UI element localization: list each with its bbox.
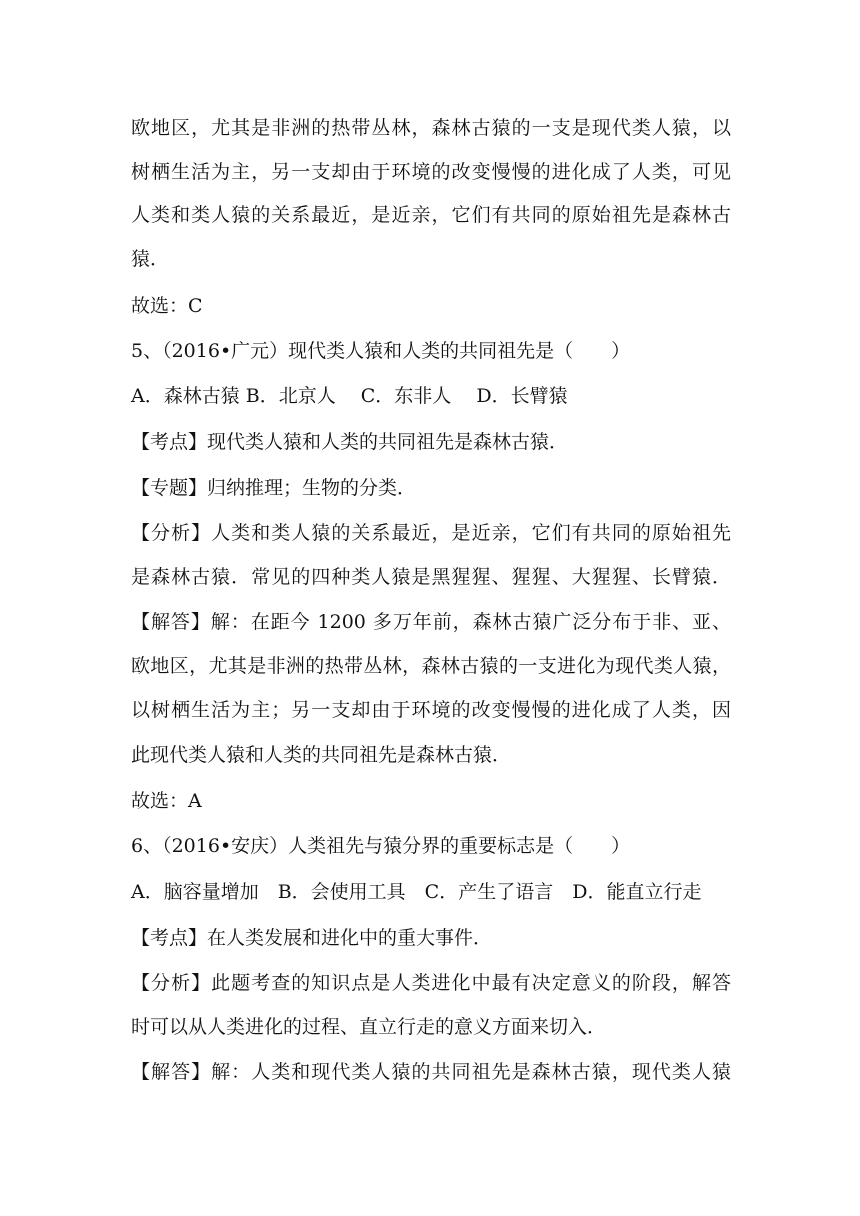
text-line: 是森林古猿．常见的四种类人猿是黑猩猩、猩猩、大猩猩、长臂猿． xyxy=(131,566,731,588)
analysis-line: 【分析】此题考查的知识点是人类进化中最有决定意义的阶段，解答 xyxy=(131,972,731,994)
category-line: 【专题】归纳推理；生物的分类． xyxy=(131,477,417,499)
solution-line: 【解答】解：人类和现代类人猿的共同祖先是森林古猿，现代类人猿 xyxy=(131,1061,731,1083)
topic-line: 【考点】现代类人猿和人类的共同祖先是森林古猿． xyxy=(131,431,569,453)
text-line: 欧地区，尤其是非洲的热带丛林，森林古猿的一支是现代类人猿，以 xyxy=(131,117,731,139)
question-line: 6、（2016•安庆）人类祖先与猿分界的重要标志是（ ） xyxy=(131,835,631,857)
answer-line: 故选：A xyxy=(131,790,202,812)
solution-line: 【解答】解：在距今 1200 多万年前，森林古猿广泛分布于非、亚、 xyxy=(131,611,731,633)
question-line: 5、（2016•广元）现代类人猿和人类的共同祖先是（ ） xyxy=(131,340,631,362)
options-line: A．森林古猿 B．北京人 C．东非人 D．长臂猿 xyxy=(131,385,568,407)
text-line: 欧地区，尤其是非洲的热带丛林，森林古猿的一支进化为现代类人猿， xyxy=(131,655,731,677)
text-line: 猿． xyxy=(131,248,170,270)
analysis-line: 【分析】人类和类人猿的关系最近，是近亲，它们有共同的原始祖先 xyxy=(131,522,731,544)
topic-line: 【考点】在人类发展和进化中的重大事件． xyxy=(131,927,493,949)
text-line: 树栖生活为主，另一支却由于环境的改变慢慢的进化成了人类，可见 xyxy=(131,161,731,183)
answer-line: 故选：C xyxy=(131,295,203,317)
text-line: 以树栖生活为主；另一支却由于环境的改变慢慢的进化成了人类，因 xyxy=(131,699,731,721)
options-line: A．脑容量增加 B．会使用工具 C．产生了语言 D．能直立行走 xyxy=(131,881,702,903)
text-line: 时可以从人类进化的过程、直立行走的意义方面来切入． xyxy=(131,1016,607,1038)
text-line: 此现代类人猿和人类的共同祖先是森林古猿． xyxy=(131,744,512,766)
text-line: 人类和类人猿的关系最近，是近亲，它们有共同的原始祖先是森林古 xyxy=(131,204,731,226)
